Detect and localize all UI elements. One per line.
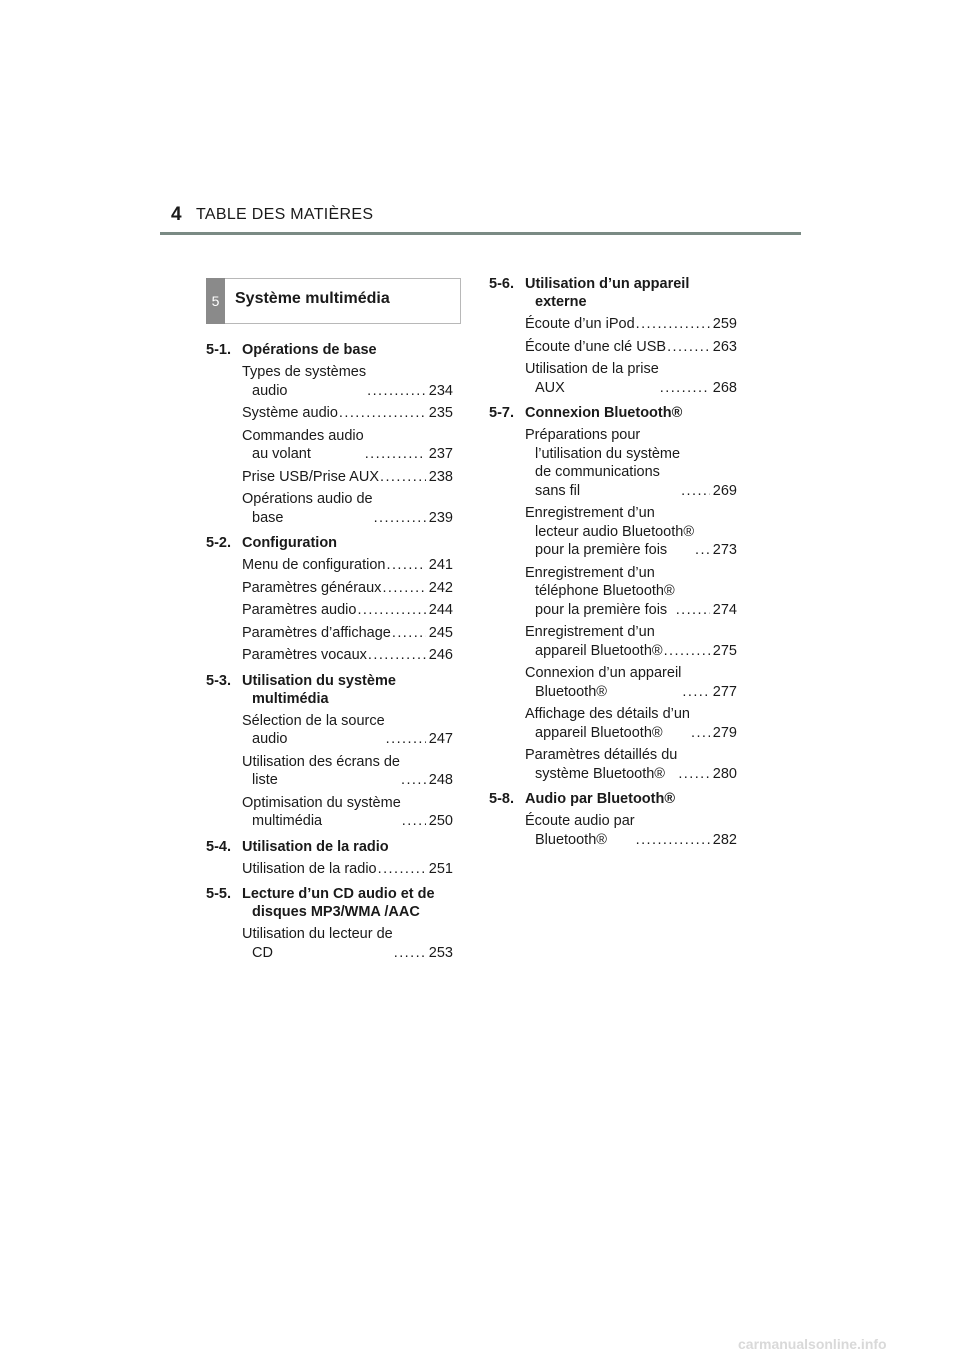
dot-leader (368, 646, 426, 665)
chapter-number: 5 (206, 278, 225, 324)
toc-entry[interactable] (242, 601, 453, 620)
entry-title: Menu de configuration (242, 557, 386, 573)
entry-page-number: 277 (712, 683, 737, 700)
dot-leader (374, 509, 426, 528)
dot-leader (394, 944, 426, 963)
entry-page-number: 279 (712, 724, 737, 741)
entry-page-number: 259 (712, 316, 737, 332)
entry-title: Paramètres vocaux (242, 647, 367, 663)
entry-page-number: 274 (712, 601, 737, 618)
section-number: 5-5. (206, 886, 231, 902)
toc-entry[interactable] (525, 746, 737, 783)
toc-entry[interactable] (242, 579, 453, 598)
toc-entry[interactable] (242, 624, 453, 643)
dot-leader (691, 724, 710, 743)
dot-leader (387, 556, 426, 575)
toc-entry[interactable] (525, 664, 737, 701)
dot-leader (682, 683, 709, 702)
toc-entry[interactable] (525, 338, 737, 357)
dot-leader (402, 812, 426, 831)
entry-title: Paramètres audio (242, 602, 357, 618)
toc-column-left (206, 341, 453, 962)
entry-page-number: 250 (428, 813, 453, 829)
entry-page-number: 235 (428, 405, 453, 421)
dot-leader (378, 860, 426, 879)
dot-leader (339, 404, 426, 423)
dot-leader (386, 730, 426, 749)
toc-section[interactable] (206, 341, 453, 359)
section-number: 5-4. (206, 838, 231, 855)
section-number: 5-1. (206, 342, 231, 358)
entry-title: Préparations pour l’utilisation du système de communications sans fil (525, 427, 681, 499)
toc-entry[interactable] (525, 623, 737, 660)
toc-entry[interactable] (525, 315, 737, 334)
entry-page-number: 239 (428, 509, 453, 526)
section-number: 5-7. (489, 405, 514, 421)
entry-page-number: 251 (428, 860, 453, 877)
entry-page-number: 269 (712, 482, 737, 499)
toc-section[interactable] (489, 275, 737, 311)
toc-entry[interactable] (242, 646, 453, 665)
entry-page-number: 237 (428, 446, 453, 462)
entry-title: Écoute audio par Bluetooth® (525, 813, 635, 848)
section-title: Opérations de base (242, 342, 377, 358)
entry-title: Paramètres détaillés du système Bluetooth® (525, 747, 678, 782)
dot-leader (636, 315, 710, 334)
toc-entry[interactable] (525, 812, 737, 849)
toc-entry[interactable] (242, 427, 453, 464)
toc-entry[interactable] (242, 404, 453, 423)
dot-leader (401, 771, 426, 790)
dot-leader (681, 482, 710, 501)
entry-title: Affichage des détails d’un appareil Bluetooth® (525, 706, 690, 741)
page-number: 4 (171, 204, 182, 225)
toc-section[interactable] (206, 885, 453, 921)
toc-entry[interactable] (242, 753, 453, 790)
entry-title: Écoute d’un iPod (525, 316, 635, 332)
entry-title: Système audio (242, 405, 338, 421)
toc-column-right (489, 275, 737, 849)
toc-section[interactable] (206, 838, 453, 856)
entry-title: Utilisation des écrans de liste (242, 753, 400, 788)
entry-page-number: 234 (428, 382, 453, 399)
entry-page-number: 244 (428, 602, 453, 618)
entry-page-number: 245 (428, 624, 453, 641)
entry-title: Prise USB/Prise AUX (242, 468, 379, 485)
toc-entry[interactable] (242, 468, 453, 487)
entry-page-number: 273 (712, 542, 737, 558)
entry-page-number: 238 (428, 468, 453, 485)
watermark: carmanualsonline.info (738, 1336, 887, 1352)
page-header (160, 204, 800, 234)
entry-page-number: 263 (712, 338, 737, 355)
entry-title: Enregistrement d’un lecteur audio Bluetooth® pour la première fois (525, 505, 695, 558)
entry-title: Utilisation du lecteur de CD (242, 926, 393, 961)
toc-entry[interactable] (242, 363, 453, 400)
section-title: Audio par Bluetooth® (525, 791, 676, 807)
toc-entry[interactable] (525, 705, 737, 742)
section-title: Utilisation de la radio (242, 838, 389, 855)
entry-page-number: 247 (428, 731, 453, 747)
toc-section[interactable] (206, 672, 453, 708)
entry-page-number: 275 (712, 642, 737, 659)
toc-entry[interactable] (525, 564, 737, 620)
entry-title: Écoute d’une clé USB (525, 338, 667, 355)
entry-page-number: 248 (428, 772, 453, 788)
toc-entry[interactable] (242, 925, 453, 962)
entry-title: Utilisation de la radio (242, 860, 377, 877)
dot-leader (357, 601, 425, 620)
header-title: TABLE DES MATIÈRES (196, 206, 374, 223)
toc-entry[interactable] (525, 504, 737, 560)
dot-leader (695, 541, 710, 560)
entry-title: Enregistrement d’un appareil Bluetooth® (525, 624, 663, 659)
entry-page-number: 282 (712, 831, 737, 848)
section-number: 5-8. (489, 791, 514, 807)
entry-title: Enregistrement d’un téléphone Bluetooth® pour la première fois (525, 564, 675, 618)
section-title: Utilisation d’un appareil externe (525, 276, 690, 310)
toc-section[interactable] (489, 404, 737, 422)
chapter-heading (206, 278, 461, 324)
dot-leader (636, 831, 710, 850)
entry-page-number: 242 (428, 579, 453, 596)
dot-leader (678, 765, 709, 784)
entry-page-number: 246 (428, 647, 453, 663)
toc-entry[interactable] (242, 794, 453, 831)
toc-entry[interactable] (242, 556, 453, 575)
section-number: 5-6. (489, 276, 514, 292)
toc-section[interactable] (206, 534, 453, 552)
entry-title: Utilisation de la prise AUX (525, 361, 659, 396)
section-title: Utilisation du système multimédia (242, 672, 396, 707)
dot-leader (664, 642, 710, 661)
header-rule (160, 232, 801, 235)
entry-title: Paramètres d’affichage (242, 624, 391, 641)
entry-page-number: 241 (428, 557, 453, 573)
dot-leader (676, 601, 710, 620)
dot-leader (660, 379, 710, 398)
entry-page-number: 253 (428, 944, 453, 961)
dot-leader (365, 445, 426, 464)
section-title: Lecture d’un CD audio et de disques MP3/WMA /AAC (242, 886, 435, 920)
chapter-title: Système multimédia (235, 290, 390, 307)
entry-title: Paramètres généraux (242, 579, 382, 596)
toc-entry[interactable] (242, 712, 453, 749)
entry-title: Opérations audio de base (242, 491, 373, 526)
section-title: Connexion Bluetooth® (525, 405, 683, 421)
section-title: Configuration (242, 535, 338, 551)
toc-entry[interactable] (242, 490, 453, 527)
toc-section[interactable] (489, 790, 737, 808)
entry-title: Commandes audio au volant (242, 427, 364, 462)
section-number: 5-3. (206, 672, 231, 689)
entry-title: Types de systèmes audio (242, 364, 367, 399)
toc-entry[interactable] (525, 360, 737, 397)
entry-page-number: 268 (712, 379, 737, 396)
toc-entry[interactable] (525, 426, 737, 500)
section-number: 5-2. (206, 535, 231, 551)
dot-leader (380, 468, 426, 487)
dot-leader (382, 579, 425, 598)
entry-page-number: 280 (712, 765, 737, 782)
dot-leader (392, 624, 426, 643)
dot-leader (367, 382, 426, 401)
toc-entry[interactable] (242, 860, 453, 879)
entry-title: Sélection de la source audio (242, 712, 385, 747)
entry-title: Optimisation du système multimédia (242, 794, 401, 829)
dot-leader (667, 338, 710, 357)
entry-title: Connexion d’un appareil Bluetooth® (525, 665, 682, 700)
